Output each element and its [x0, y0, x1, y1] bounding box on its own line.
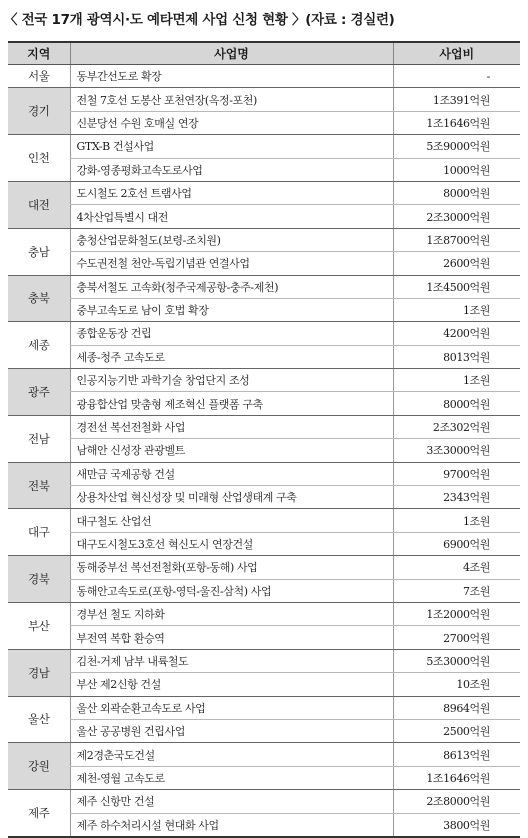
region-cell: 제주: [8, 790, 70, 837]
cost-cell: 8613억원: [393, 743, 520, 766]
header-row: [8, 42, 520, 65]
region-cell: 충남: [8, 228, 70, 275]
project-cell: 김천-거제 남부 내륙철도: [70, 649, 393, 672]
project-cell: 종합운동장 건립: [70, 322, 393, 345]
project-cell: 울산 공공병원 건립사업: [70, 719, 393, 742]
region-cell: 세종: [8, 322, 70, 369]
project-cell: 경전선 복선전철화 사업: [70, 415, 393, 438]
cost-cell: 2600억원: [393, 252, 520, 275]
cost-cell: 4조원: [393, 556, 520, 579]
table-row: [8, 275, 520, 298]
table-row: [8, 111, 520, 134]
project-cell: 새만금 국제공항 건설: [70, 462, 393, 485]
cost-cell: 1조1646억원: [393, 766, 520, 789]
table-row: [8, 439, 520, 462]
project-cell: 수도권전철 천안-독립기념관 연결사업: [70, 252, 393, 275]
project-cell: 세종-청주 고속도로: [70, 345, 393, 368]
cost-cell: 2500억원: [393, 719, 520, 742]
header-cost: 사업비: [393, 42, 520, 65]
project-cell: 남해안 신성장 관광벨트: [70, 439, 393, 462]
table-row: [8, 766, 520, 789]
cost-cell: 10조원: [393, 673, 520, 696]
cost-cell: 2조3000억원: [393, 205, 520, 228]
cost-cell: 1조원: [393, 298, 520, 321]
cost-cell: 1조원: [393, 509, 520, 532]
table-row: [8, 322, 520, 345]
project-cell: 동부간선도로 확장: [70, 65, 393, 88]
project-cell: 부전역 복합 환승역: [70, 626, 393, 649]
table-row: [8, 369, 520, 392]
table-row: [8, 579, 520, 602]
table-row: [8, 696, 520, 719]
cost-cell: 8964억원: [393, 696, 520, 719]
cost-cell: 5조3000억원: [393, 649, 520, 672]
header-region: 지역: [8, 42, 70, 65]
table-row: [8, 415, 520, 438]
region-cell: 부산: [8, 602, 70, 649]
project-table: [8, 41, 520, 838]
region-cell: 인천: [8, 135, 70, 182]
project-cell: 제주 하수처리시설 현대화 사업: [70, 813, 393, 837]
project-cell: 전철 7호선 도봉산 포천연장(옥정-포천): [70, 88, 393, 111]
table-row: [8, 228, 520, 251]
region-cell: 충북: [8, 275, 70, 322]
cost-cell: 2조302억원: [393, 415, 520, 438]
cost-cell: 1조원: [393, 369, 520, 392]
region-cell: 전남: [8, 415, 70, 462]
project-cell: 충청산업문화철도(보령-조치원): [70, 228, 393, 251]
cost-cell: 6900억원: [393, 532, 520, 555]
cost-cell: 2700억원: [393, 626, 520, 649]
cost-cell: 7조원: [393, 579, 520, 602]
table-row: [8, 790, 520, 813]
table-row: [8, 602, 520, 625]
cost-cell: 3800억원: [393, 813, 520, 837]
cost-cell: 1조391억원: [393, 88, 520, 111]
table-row: [8, 252, 520, 275]
table-row: [8, 65, 520, 88]
table-row: [8, 392, 520, 415]
cost-cell: 2조8000억원: [393, 790, 520, 813]
table-row: [8, 509, 520, 532]
cost-cell: 1조8700억원: [393, 228, 520, 251]
project-cell: 대구도시철도3호선 혁신도시 연장건설: [70, 532, 393, 555]
cost-cell: 3조3000억원: [393, 439, 520, 462]
region-cell: 울산: [8, 696, 70, 743]
table-row: [8, 626, 520, 649]
table-row: [8, 181, 520, 204]
region-cell: 강원: [8, 743, 70, 790]
table-row: [8, 345, 520, 368]
region-cell: 경기: [8, 88, 70, 135]
table-row: [8, 556, 520, 579]
project-cell: GTX-B 건설사업: [70, 135, 393, 158]
table-row: [8, 743, 520, 766]
table-row: [8, 673, 520, 696]
cost-cell: -: [393, 65, 520, 88]
region-cell: 대구: [8, 509, 70, 556]
project-cell: 제천-영월 고속도로: [70, 766, 393, 789]
cost-cell: 1000억원: [393, 158, 520, 181]
table-row: [8, 205, 520, 228]
table-row: [8, 486, 520, 509]
project-cell: 상용차산업 혁신성장 및 미래형 산업생태계 구축: [70, 486, 393, 509]
cost-cell: 1조1646억원: [393, 111, 520, 134]
project-cell: 도시철도 2호선 트램사업: [70, 181, 393, 204]
table-row: [8, 158, 520, 181]
cost-cell: 1조2000억원: [393, 602, 520, 625]
table-row: [8, 719, 520, 742]
project-cell: 인공지능기반 과학기술 창업단지 조성: [70, 369, 393, 392]
cost-cell: 8000억원: [393, 392, 520, 415]
cost-cell: 5조9000억원: [393, 135, 520, 158]
table-title: 〈 전국 17개 광역시·도 예타면제 사업 신청 현황 〉(자료 : 경실련): [4, 12, 395, 28]
project-cell: 광융합산업 맞춤형 제조혁신 플랫폼 구축: [70, 392, 393, 415]
project-cell: 중부고속도로 남이 호법 확장: [70, 298, 393, 321]
table-row: [8, 532, 520, 555]
table-row: [8, 135, 520, 158]
project-cell: 동해중부선 복선전철화(포항-동해) 사업: [70, 556, 393, 579]
table-body: [8, 65, 520, 837]
project-cell: 강화-영종평화고속도로사업: [70, 158, 393, 181]
project-cell: 4차산업특별시 대전: [70, 205, 393, 228]
region-cell: 경남: [8, 649, 70, 696]
project-cell: 경부선 철도 지하화: [70, 602, 393, 625]
project-cell: 대구철도 산업선: [70, 509, 393, 532]
project-cell: 부산 제2신항 건설: [70, 673, 393, 696]
table-row: [8, 88, 520, 111]
project-cell: 충북서철도 고속화(청주국제공항-충주-제천): [70, 275, 393, 298]
project-cell: 제2경춘국도건설: [70, 743, 393, 766]
cost-cell: 8013억원: [393, 345, 520, 368]
project-cell: 신분당선 수원 호매실 연장: [70, 111, 393, 134]
table-row: [8, 649, 520, 672]
region-cell: 대전: [8, 181, 70, 228]
region-cell: 경북: [8, 556, 70, 603]
project-cell: 울산 외곽순환고속도로 사업: [70, 696, 393, 719]
project-cell: 동해안고속도로(포항-영덕-울진-삼척) 사업: [70, 579, 393, 602]
table-row: [8, 462, 520, 485]
cost-cell: 9700억원: [393, 462, 520, 485]
header-project: 사업명: [70, 42, 393, 65]
project-cell: 제주 신항만 건설: [70, 790, 393, 813]
region-cell: 광주: [8, 369, 70, 416]
cost-cell: 8000억원: [393, 181, 520, 204]
cost-cell: 4200억원: [393, 322, 520, 345]
cost-cell: 1조4500억원: [393, 275, 520, 298]
cost-cell: 2343억원: [393, 486, 520, 509]
table-row: [8, 298, 520, 321]
region-cell: 전북: [8, 462, 70, 509]
region-cell: 서울: [8, 65, 70, 88]
